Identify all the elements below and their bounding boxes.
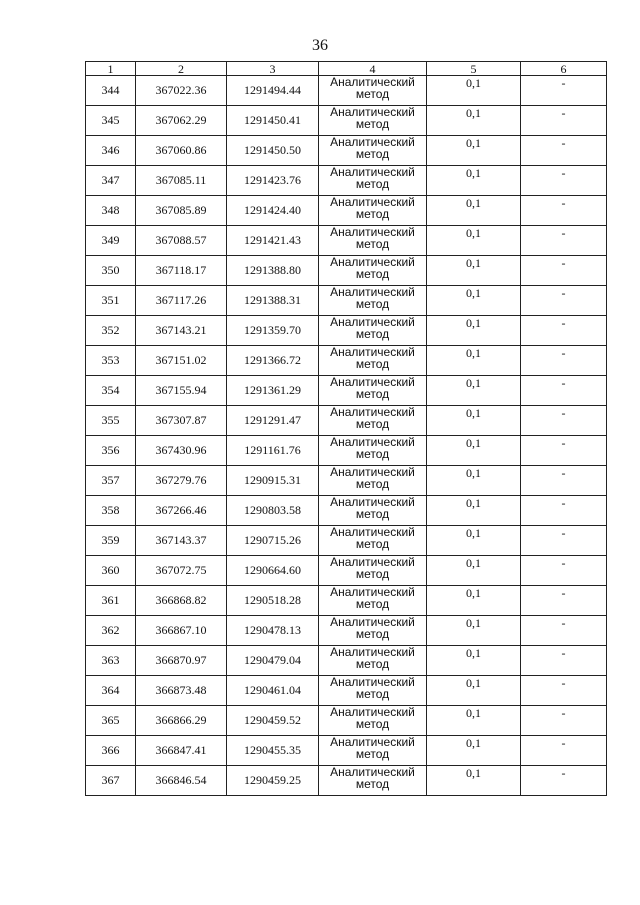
- point-number-cell: 361: [86, 586, 136, 616]
- method-line-1: Аналитический: [330, 495, 415, 509]
- table-body: [86, 76, 607, 796]
- x-coordinate-cell: 366870.97: [136, 646, 227, 676]
- table-row: [86, 106, 607, 136]
- method-cell: [319, 76, 427, 106]
- method-cell: [319, 166, 427, 196]
- point-number-cell: 367: [86, 766, 136, 796]
- point-number-cell: 350: [86, 256, 136, 286]
- accuracy-cell: 0,1: [427, 256, 521, 286]
- point-number-cell: 351: [86, 286, 136, 316]
- note-cell: -: [521, 346, 607, 376]
- method-cell: [319, 586, 427, 616]
- x-coordinate-cell: 367072.75: [136, 556, 227, 586]
- accuracy-cell: 0,1: [427, 346, 521, 376]
- table-row: [86, 226, 607, 256]
- table-row: [86, 586, 607, 616]
- accuracy-cell: 0,1: [427, 556, 521, 586]
- accuracy-cell: 0,1: [427, 406, 521, 436]
- accuracy-cell: 0,1: [427, 616, 521, 646]
- point-number-cell: 358: [86, 496, 136, 526]
- accuracy-cell: 0,1: [427, 676, 521, 706]
- y-coordinate-cell: 1291359.70: [227, 316, 319, 346]
- method-cell: [319, 406, 427, 436]
- point-number-cell: 355: [86, 406, 136, 436]
- point-number-cell: 349: [86, 226, 136, 256]
- accuracy-cell: 0,1: [427, 646, 521, 676]
- accuracy-cell: 0,1: [427, 226, 521, 256]
- table-row: [86, 466, 607, 496]
- method-cell: [319, 706, 427, 736]
- y-coordinate-cell: 1290803.58: [227, 496, 319, 526]
- table-row: [86, 256, 607, 286]
- method-line-1: Аналитический: [330, 765, 415, 779]
- method-line-2: метод: [355, 207, 390, 221]
- point-number-cell: 348: [86, 196, 136, 226]
- x-coordinate-cell: 366873.48: [136, 676, 227, 706]
- x-coordinate-cell: 366867.10: [136, 616, 227, 646]
- note-cell: -: [521, 766, 607, 796]
- method-cell: [319, 646, 427, 676]
- method-cell: [319, 346, 427, 376]
- column-header: 5: [427, 62, 521, 76]
- accuracy-cell: 0,1: [427, 436, 521, 466]
- accuracy-cell: 0,1: [427, 76, 521, 106]
- y-coordinate-cell: 1291421.43: [227, 226, 319, 256]
- point-number-cell: 347: [86, 166, 136, 196]
- method-cell: [319, 256, 427, 286]
- x-coordinate-cell: 367430.96: [136, 436, 227, 466]
- table-row: [86, 556, 607, 586]
- x-coordinate-cell: 367307.87: [136, 406, 227, 436]
- table-row: [86, 346, 607, 376]
- table-row: [86, 676, 607, 706]
- y-coordinate-cell: 1290518.28: [227, 586, 319, 616]
- column-header: 2: [136, 62, 227, 76]
- method-cell: [319, 436, 427, 466]
- method-line-2: метод: [355, 267, 390, 281]
- table-row: [86, 706, 607, 736]
- accuracy-cell: 0,1: [427, 496, 521, 526]
- y-coordinate-cell: 1291450.41: [227, 106, 319, 136]
- y-coordinate-cell: 1291388.80: [227, 256, 319, 286]
- method-line-2: метод: [355, 327, 390, 341]
- accuracy-cell: 0,1: [427, 166, 521, 196]
- table-row: [86, 196, 607, 226]
- x-coordinate-cell: 367117.26: [136, 286, 227, 316]
- accuracy-cell: 0,1: [427, 586, 521, 616]
- table-row: [86, 616, 607, 646]
- y-coordinate-cell: 1291423.76: [227, 166, 319, 196]
- x-coordinate-cell: 367279.76: [136, 466, 227, 496]
- method-cell: [319, 226, 427, 256]
- method-line-2: метод: [355, 567, 390, 581]
- y-coordinate-cell: 1291366.72: [227, 346, 319, 376]
- note-cell: -: [521, 256, 607, 286]
- method-line-1: Аналитический: [330, 345, 415, 359]
- point-number-cell: 352: [86, 316, 136, 346]
- method-line-2: метод: [355, 657, 390, 671]
- note-cell: -: [521, 496, 607, 526]
- method-line-1: Аналитический: [330, 405, 415, 419]
- y-coordinate-cell: 1290664.60: [227, 556, 319, 586]
- method-line-2: метод: [355, 777, 390, 791]
- y-coordinate-cell: 1290478.13: [227, 616, 319, 646]
- method-line-2: метод: [355, 477, 390, 491]
- y-coordinate-cell: 1290479.04: [227, 646, 319, 676]
- method-line-2: метод: [355, 357, 390, 371]
- method-line-2: метод: [355, 177, 390, 191]
- method-cell: [319, 526, 427, 556]
- y-coordinate-cell: 1291494.44: [227, 76, 319, 106]
- x-coordinate-cell: 367085.11: [136, 166, 227, 196]
- y-coordinate-cell: 1290459.25: [227, 766, 319, 796]
- note-cell: -: [521, 316, 607, 346]
- table-row: [86, 76, 607, 106]
- column-header: 6: [521, 62, 607, 76]
- note-cell: -: [521, 226, 607, 256]
- accuracy-cell: 0,1: [427, 136, 521, 166]
- method-line-2: метод: [355, 237, 390, 251]
- note-cell: -: [521, 706, 607, 736]
- x-coordinate-cell: 367022.36: [136, 76, 227, 106]
- point-number-cell: 354: [86, 376, 136, 406]
- method-line-1: Аналитический: [330, 255, 415, 269]
- note-cell: -: [521, 166, 607, 196]
- x-coordinate-cell: 367062.29: [136, 106, 227, 136]
- table-row: [86, 406, 607, 436]
- method-line-1: Аналитический: [330, 135, 415, 149]
- table-row: [86, 646, 607, 676]
- method-line-2: метод: [355, 147, 390, 161]
- x-coordinate-cell: 367143.21: [136, 316, 227, 346]
- method-line-2: метод: [355, 747, 390, 761]
- y-coordinate-cell: 1291291.47: [227, 406, 319, 436]
- accuracy-cell: 0,1: [427, 466, 521, 496]
- method-cell: [319, 556, 427, 586]
- accuracy-cell: 0,1: [427, 286, 521, 316]
- point-number-cell: 363: [86, 646, 136, 676]
- method-line-1: Аналитический: [330, 525, 415, 539]
- y-coordinate-cell: 1291361.29: [227, 376, 319, 406]
- method-line-1: Аналитический: [330, 165, 415, 179]
- method-line-1: Аналитический: [330, 555, 415, 569]
- method-cell: [319, 736, 427, 766]
- table-row: [86, 436, 607, 466]
- note-cell: -: [521, 286, 607, 316]
- accuracy-cell: 0,1: [427, 376, 521, 406]
- x-coordinate-cell: 367266.46: [136, 496, 227, 526]
- x-coordinate-cell: 367060.86: [136, 136, 227, 166]
- method-line-1: Аналитический: [330, 285, 415, 299]
- method-line-2: метод: [355, 537, 390, 551]
- point-number-cell: 362: [86, 616, 136, 646]
- method-cell: [319, 136, 427, 166]
- method-cell: [319, 676, 427, 706]
- method-line-1: Аналитический: [330, 705, 415, 719]
- method-line-1: Аналитический: [330, 675, 415, 689]
- method-cell: [319, 376, 427, 406]
- table-row: [86, 136, 607, 166]
- method-line-2: метод: [355, 447, 390, 461]
- x-coordinate-cell: 367088.57: [136, 226, 227, 256]
- table-row: [86, 526, 607, 556]
- point-number-cell: 353: [86, 346, 136, 376]
- accuracy-cell: 0,1: [427, 196, 521, 226]
- y-coordinate-cell: 1290715.26: [227, 526, 319, 556]
- method-cell: [319, 286, 427, 316]
- note-cell: -: [521, 76, 607, 106]
- table-row: [86, 376, 607, 406]
- x-coordinate-cell: 367143.37: [136, 526, 227, 556]
- method-cell: [319, 616, 427, 646]
- note-cell: -: [521, 406, 607, 436]
- y-coordinate-cell: 1291161.76: [227, 436, 319, 466]
- method-line-1: Аналитический: [330, 615, 415, 629]
- method-line-2: метод: [355, 507, 390, 521]
- y-coordinate-cell: 1290459.52: [227, 706, 319, 736]
- y-coordinate-cell: 1291424.40: [227, 196, 319, 226]
- method-line-2: метод: [355, 297, 390, 311]
- point-number-cell: 345: [86, 106, 136, 136]
- method-line-1: Аналитический: [330, 375, 415, 389]
- method-line-2: метод: [355, 417, 390, 431]
- note-cell: -: [521, 586, 607, 616]
- point-number-cell: 359: [86, 526, 136, 556]
- table-row: [86, 286, 607, 316]
- method-line-1: Аналитический: [330, 465, 415, 479]
- note-cell: -: [521, 556, 607, 586]
- point-number-cell: 365: [86, 706, 136, 736]
- method-line-2: метод: [355, 117, 390, 131]
- method-cell: [319, 496, 427, 526]
- column-header: 4: [319, 62, 427, 76]
- note-cell: -: [521, 436, 607, 466]
- note-cell: -: [521, 616, 607, 646]
- method-line-2: метод: [355, 627, 390, 641]
- method-cell: [319, 106, 427, 136]
- method-line-1: Аналитический: [330, 645, 415, 659]
- note-cell: -: [521, 466, 607, 496]
- method-line-2: метод: [355, 87, 390, 101]
- x-coordinate-cell: 366866.29: [136, 706, 227, 736]
- method-line-1: Аналитический: [330, 225, 415, 239]
- x-coordinate-cell: 367085.89: [136, 196, 227, 226]
- point-number-cell: 346: [86, 136, 136, 166]
- y-coordinate-cell: 1290461.04: [227, 676, 319, 706]
- accuracy-cell: 0,1: [427, 706, 521, 736]
- point-number-cell: 344: [86, 76, 136, 106]
- note-cell: -: [521, 196, 607, 226]
- x-coordinate-cell: 366868.82: [136, 586, 227, 616]
- method-line-2: метод: [355, 387, 390, 401]
- method-line-2: метод: [355, 717, 390, 731]
- table-row: [86, 316, 607, 346]
- point-number-cell: 357: [86, 466, 136, 496]
- column-header: 1: [86, 62, 136, 76]
- table-row: [86, 496, 607, 526]
- point-number-cell: 356: [86, 436, 136, 466]
- x-coordinate-cell: 367118.17: [136, 256, 227, 286]
- point-number-cell: 360: [86, 556, 136, 586]
- note-cell: -: [521, 106, 607, 136]
- method-line-1: Аналитический: [330, 195, 415, 209]
- method-cell: [319, 316, 427, 346]
- accuracy-cell: 0,1: [427, 526, 521, 556]
- note-cell: -: [521, 136, 607, 166]
- method-line-1: Аналитический: [330, 585, 415, 599]
- note-cell: -: [521, 526, 607, 556]
- page-number: 36: [312, 37, 328, 54]
- y-coordinate-cell: 1290915.31: [227, 466, 319, 496]
- column-header: 3: [227, 62, 319, 76]
- accuracy-cell: 0,1: [427, 736, 521, 766]
- method-line-1: Аналитический: [330, 315, 415, 329]
- note-cell: -: [521, 376, 607, 406]
- method-line-1: Аналитический: [330, 435, 415, 449]
- y-coordinate-cell: 1291388.31: [227, 286, 319, 316]
- table-row: [86, 766, 607, 796]
- accuracy-cell: 0,1: [427, 766, 521, 796]
- table-row: [86, 736, 607, 766]
- accuracy-cell: 0,1: [427, 316, 521, 346]
- accuracy-cell: 0,1: [427, 106, 521, 136]
- y-coordinate-cell: 1291450.50: [227, 136, 319, 166]
- note-cell: -: [521, 646, 607, 676]
- table-row: [86, 166, 607, 196]
- y-coordinate-cell: 1290455.35: [227, 736, 319, 766]
- method-line-2: метод: [355, 597, 390, 611]
- method-line-1: Аналитический: [330, 735, 415, 749]
- x-coordinate-cell: 367151.02: [136, 346, 227, 376]
- note-cell: -: [521, 676, 607, 706]
- x-coordinate-cell: 366846.54: [136, 766, 227, 796]
- x-coordinate-cell: 367155.94: [136, 376, 227, 406]
- x-coordinate-cell: 366847.41: [136, 736, 227, 766]
- coordinates-table: [85, 61, 607, 796]
- table-header-row: [86, 62, 607, 76]
- note-cell: -: [521, 736, 607, 766]
- method-line-2: метод: [355, 687, 390, 701]
- method-cell: [319, 196, 427, 226]
- method-line-1: Аналитический: [330, 105, 415, 119]
- method-cell: [319, 766, 427, 796]
- point-number-cell: 364: [86, 676, 136, 706]
- method-cell: [319, 466, 427, 496]
- method-line-1: Аналитический: [330, 75, 415, 89]
- point-number-cell: 366: [86, 736, 136, 766]
